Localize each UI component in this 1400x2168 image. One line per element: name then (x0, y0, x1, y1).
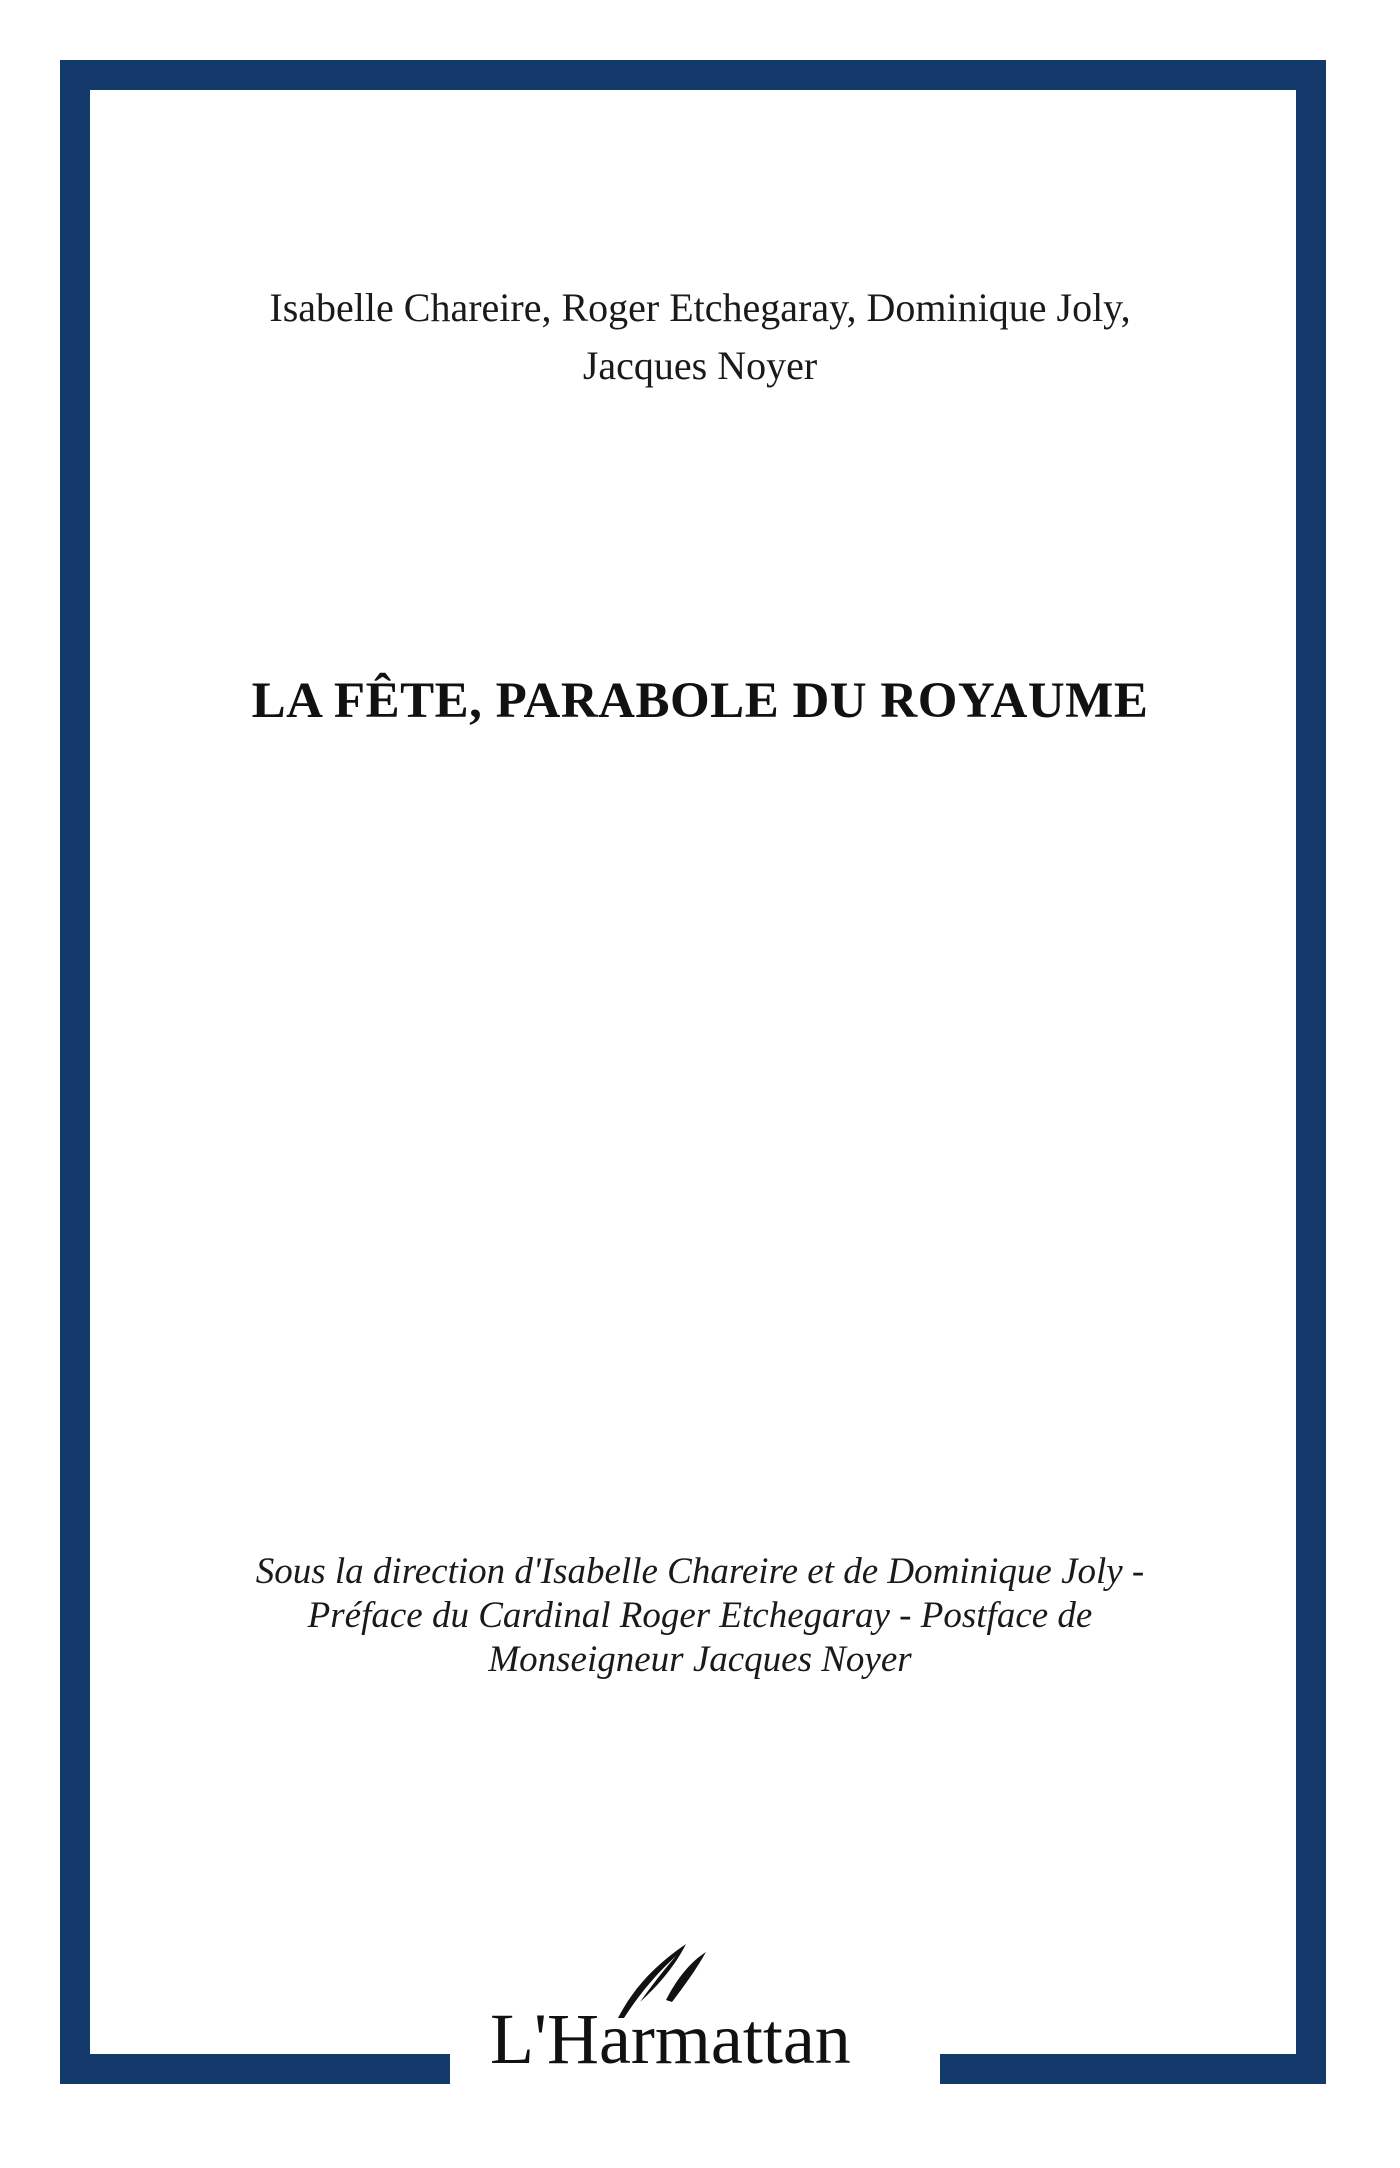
credits (150, 1550, 1250, 1682)
publisher-logo (490, 1940, 910, 2090)
credits-line-3: Monseigneur Jacques Noyer (488, 1639, 912, 1680)
publisher-name: L'Harmattan (490, 1999, 851, 2079)
credits-line-2: Préface du Cardinal Roger Etchegaray - Postface de (307, 1595, 1093, 1636)
credits-line-1: Sous la direction d'Isabelle Chareire et de Dominique Joly - (255, 1551, 1145, 1592)
authors (100, 279, 1300, 395)
authors-line-1: Isabelle Chareire, Roger Etchegaray, Dominique Joly, (269, 285, 1131, 330)
book-title: LA FÊTE, PARABOLE DU ROYAUME (251, 673, 1149, 729)
authors-line-2: Jacques Noyer (582, 343, 818, 388)
